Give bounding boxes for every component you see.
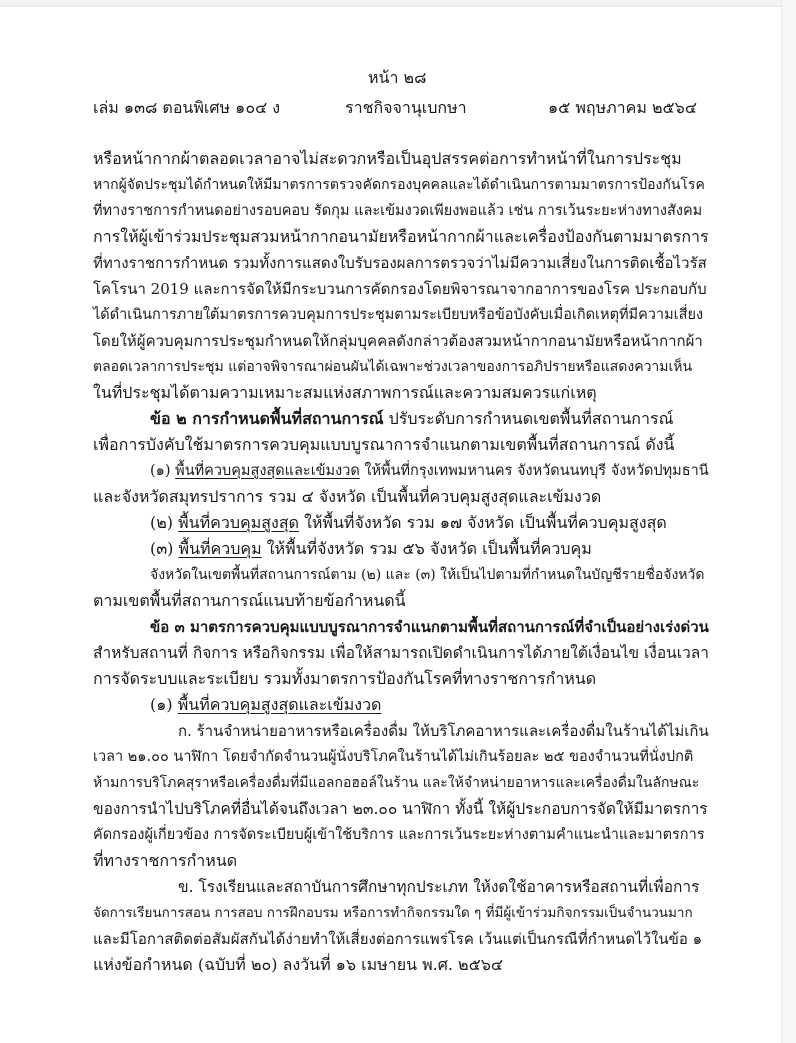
clause-2-item-3 (150, 538, 592, 560)
sub-item-b-line: และมีโอกาสติดต่อสัมผัสกันได้ง่ายทำให้เสี่ยงต่อการแพร่โรค เว้นแต่เป็นกรณีที่กำหนดไว้ในข้อ ๑ (93, 930, 703, 948)
body-line: และจังหวัดสมุทรปราการ รวม ๔ จังหวัด เป็นพื้นที่ควบคุมสูงสุดและเข้มงวด (93, 487, 602, 506)
body-line: โดยให้ผู้ควบคุมการประชุมกำหนดให้กลุ่มบุคคลดังกล่าวต้องสวมหน้ากากอนามัยหรือหน้ากากผ้า (93, 332, 703, 350)
item-number: (๑) (150, 695, 178, 714)
clause-2-line (150, 408, 673, 430)
item-number: (๒) (150, 513, 179, 532)
body-line: หรือหน้ากากผ้าตลอดเวลาอาจไม่สะดวกหรือเป็นอุปสรรคต่อการทำหน้าที่ในการประชุม (93, 149, 682, 168)
body-line: หากผู้จัดประชุมได้กำหนดให้มีมาตรการตรวจคัดกรองบุคคลและได้ดำเนินการตามมาตรการป้องกันโรค (93, 177, 705, 193)
gazette-volume: เล่ม ๑๓๘ ตอนพิเศษ ๑๐๔ ง (93, 98, 281, 117)
item-text: ให้พื้นที่จังหวัด รวม ๑๗ จังหวัด เป็นพื้นที่ควบคุมสูงสุด (298, 513, 667, 532)
page-number: หน้า ๒๘ (368, 68, 427, 87)
item-title: พื้นที่ควบคุม (178, 539, 262, 558)
sub-item-b-line: ข. โรงเรียนและสถาบันการศึกษาทุกประเภท ให้งดใช้อาคารหรือสถานที่เพื่อการ (178, 878, 700, 896)
clause-3-item-1 (150, 694, 381, 716)
body-line: การให้ผู้เข้าร่วมประชุมสวมหน้ากากอนามัยหรือหน้ากากผ้าและเครื่องป้องกันตามมาตรการ (93, 227, 709, 246)
body-line: ตามเขตพื้นที่สถานการณ์แนบท้ายข้อกำหนดนี้ (93, 591, 406, 610)
body-line: การจัดระบบและระเบียบ รวมทั้งมาตรการป้องกันโรคที่ทางราชการกำหนด (93, 669, 597, 688)
item-title: พื้นที่ควบคุมสูงสุด (178, 513, 299, 532)
item-title: พื้นที่ควบคุมสูงสุดและเข้มงวด (175, 463, 360, 479)
sub-item-a-line: ของการนำไปบริโภคที่อื่นได้จนถึงเวลา ๒๓.๐๐ นาฬิกา ทั้งนี้ ให้ผู้ประกอบการจัดให้มีมาตรการ (93, 800, 708, 818)
item-title: พื้นที่ควบคุมสูงสุดและเข้มงวด (177, 695, 382, 714)
sub-item-a-line: เวลา ๒๑.๐๐ นาฬิกา โดยจำกัดจำนวนผู้นั่งบริโภคในร้านได้ไม่เกินร้อยละ ๒๕ ของจำนวนที่นั่งปกติ (93, 749, 694, 765)
clause-2-text: ปรับระดับการกำหนดเขตพื้นที่สถานการณ์ (383, 409, 674, 428)
body-line: ได้ดำเนินการภายใต้มาตรการควบคุมการประชุมตามระเบียบหรือข้อบังคับเมื่อเกิดเหตุที่มีความเสี่ยง (93, 307, 704, 323)
body-line: โคโรนา 2019 และการจัดให้มีกระบวนการคัดกรองโดยพิจารณาจากอาการของโรค ประกอบกับ (93, 280, 707, 298)
item-number: (๑) (150, 463, 176, 479)
body-line: จังหวัดในเขตพื้นที่สถานการณ์ตาม (๒) และ (๓) ให้เป็นไปตามที่กำหนดในบัญชีรายชื่อจังหวัด (150, 567, 705, 583)
sub-item-b-line: แห่งข้อกำหนด (ฉบับที่ ๒๐) ลงวันที่ ๑๖ เมษายน พ.ศ. ๒๕๖๔ (93, 955, 503, 974)
sub-item-a-line: ที่ทางราชการกำหนด (93, 851, 238, 870)
body-line: สำหรับสถานที่ กิจการ หรือกิจกรรม เพื่อให้สามารถเปิดดำเนินการได้ภายใต้เงื่อนไข เงื่อนเวลา (93, 644, 709, 662)
item-text: ให้พื้นที่กรุงเทพมหานคร จังหวัดนนทบุรี จังหวัดปทุมธานี (359, 463, 709, 479)
gazette-date: ๑๕ พฤษภาคม ๒๕๖๔ (548, 98, 697, 117)
sub-item-a-line: ก. ร้านจำหน่ายอาหารหรือเครื่องดื่ม ให้บริโภคอาหารและเครื่องดื่มในร้านได้ไม่เกิน (178, 722, 709, 740)
sub-item-b-line: จัดการเรียนการสอน การสอบ การฝึกอบรม หรือการทำกิจกรรมใด ๆ ที่มีผู้เข้าร่วมกิจกรรมเป็นจำนวนมาก (93, 905, 693, 921)
item-text: ให้พื้นที่จังหวัด รวม ๕๖ จังหวัด เป็นพื้นที่ควบคุม (261, 539, 592, 558)
body-line: ที่ทางราชการกำหนด รวมทั้งการแสดงใบรับรองผลการตรวจว่าไม่มีความเสี่ยงในการติดเชื้อไวรัส (93, 254, 707, 272)
body-line: ที่ทางราชการกำหนดอย่างรอบคอบ รัดกุม และเข้มงวดเพียงพอแล้ว เช่น การเว้นระยะห่างทางสังคม (93, 203, 703, 219)
body-line: ในที่ประชุมได้ตามความเหมาะสมแห่งสภาพการณ์และความสมควรแก่เหตุ (93, 383, 597, 402)
sub-item-a-line: คัดกรองผู้เกี่ยวข้อง การจัดระเบียบผู้เข้าใช้บริการ และการเว้นระยะห่างตามคำแนะนำและมาตรการ (93, 827, 705, 843)
gazette-title: ราชกิจจานุเบกษา (345, 98, 467, 117)
clause-3-heading: ข้อ ๓ มาตรการควบคุมแบบบูรณาการจำแนกตามพื้นที่สถานการณ์ที่จำเป็นอย่างเร่งด่วน (150, 618, 709, 636)
clause-2-heading: ข้อ ๒ การกำหนดพื้นที่สถานการณ์ (150, 409, 384, 428)
sub-item-a-line: ห้ามการบริโภคสุราหรือเครื่องดื่มที่มีแอลกอฮอล์ในร้าน และให้จำหน่ายอาหารและเครื่องดื่มในลักษณะ (93, 775, 700, 791)
clause-2-item-1 (150, 460, 709, 482)
scrollbar-track[interactable] (781, 0, 796, 1043)
clause-2-item-2 (150, 512, 667, 534)
item-number: (๓) (150, 539, 179, 558)
body-line: ตลอดเวลาการประชุม แต่อาจพิจารณาผ่อนผันได้เฉพาะช่วงเวลาของการอภิปรายหรือแสดงความเห็น (93, 359, 693, 375)
body-line: เพื่อการบังคับใช้มาตรการควบคุมแบบบูรณาการจำแนกตามเขตพื้นที่สถานการณ์ ดังนี้ (93, 435, 675, 454)
